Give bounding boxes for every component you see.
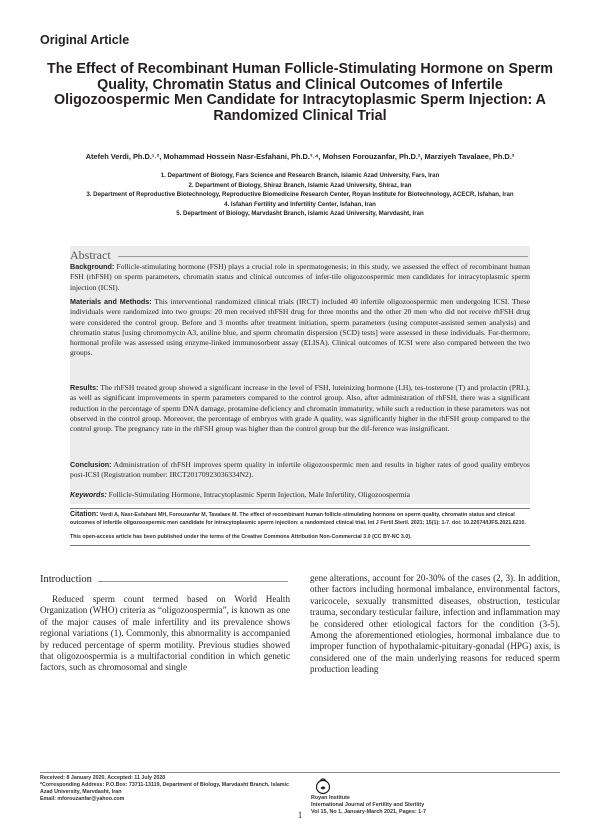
- license-note: This open-access article has been published under the terms of the Creative Commons Attribution Non-Commercial 3.0 (CC BY-NC 3.0).: [70, 534, 412, 540]
- abstract-divider: [118, 256, 528, 257]
- abstract-heading: Abstract: [70, 248, 111, 262]
- royan-logo-icon: [312, 776, 334, 796]
- section-heading-introduction: Introduction: [40, 574, 92, 585]
- methods-text: This interventional randomized clinical trials (IRCT) included 40 infertile oligozoospermic men undergoing ICSI. These individuals were randomized into two groups: 20 men received rhFSH drug for three months and the other 20 men who did not receive rhFSH drug were considered the control group. Before and 3 months after treatment initiation, sperm parameters (using computer-assisted semen analysis) and chromatin status [using chromomycin A3, aniline blue, and sperm chromatin dispersion (SCD) tests] were assessed in these individuals. Fur-thermore, hormonal profile was assessed using enzyme-linked immunosorbent assay (ELISA). Clinical outcomes of ICSI were also compared between the two groups.: [70, 297, 530, 358]
- journal-name: International Journal of Fertility and Sterility: [311, 802, 425, 809]
- background-text: Follicle-stimulating hormone (FSH) plays a crucial role in spermatogenesis; in this study, we assessed the effect of recombinant human FSH (rhFSH) on sperm parameters, chromatin status and clinical outcomes of infer-tile oligozoospermic men candidates for intracytoplasmic sperm injection (ICSI).: [70, 262, 531, 292]
- citation-text: Verdi A, Nasr-Esfahani MH, Forouzanfar M, Tavalaee M. The effect of recombinant human follicle-stimulating hormone on sperm quality, chromatin status and clinical outcomes of infertile oligozoospermic men candidate for intracytoplasmic sperm injection: a randomized clinical trial. Int J Fertil Steril. 2021; 15(1): 1-7. doi: 10.22074/IJFS.2021.6210.: [70, 512, 526, 526]
- received-dates: Received: 8 January 2020, Accepted: 11 July 2020: [40, 775, 166, 781]
- email: Email: mforouzanfar@yahoo.com: [40, 796, 125, 803]
- abstract-methods: [70, 297, 530, 359]
- results-text: The rhFSH treated group showed a significant increase in the level of FSH, luteinizing hormone (LH), tes-tosterone (T) and prolactin (PRL), as well as significant improvements in sperm parameters compared to the control group. Also, after administration of rhFSH, there was a significant reduction in the percentage of sperm DNA damage, protamine deficiency and chromatin immaturity, while such a reduction in these parameters was not observed in the control group. Moreover, the percentage of embryos with grade A quality, was significantly higher in the rhFSH group compared to the control group. The pregnancy rate in the rhFSH group was higher than the control group but the dif-ference was insignificant.: [70, 383, 530, 434]
- background-label: Background:: [70, 262, 115, 271]
- affiliation-item: 4. Isfahan Fertility and Infertility Center, Isfahan, Iran: [224, 200, 376, 208]
- abstract-keywords: [70, 490, 530, 500]
- affiliation-item: 1. Department of Biology, Fars Science and Research Branch, Islamic Azad University, Fars, Iran: [160, 172, 440, 179]
- footer-divider: [40, 772, 560, 773]
- abstract-background: [70, 262, 530, 293]
- page-number: 1: [297, 810, 303, 820]
- citation: [70, 511, 530, 527]
- institute-name: Royan Institute: [311, 795, 350, 801]
- affiliation-item: 2. Department of Biology, Shiraz Branch, Islamic Azad University, Shiraz, Iran: [188, 181, 412, 189]
- abstract-conclusion: [70, 460, 530, 481]
- authors: Atefeh Verdi, Ph.D.¹˒², Mohammad Hossein Nasr-Esfahani, Ph.D.³˒⁴, Mohsen Forouzanfar, Ph.D.², Marziyeh Tavalaee, Ph.D.³: [85, 152, 515, 161]
- intro-right-column: gene alterations, account for 20-30% of the cases (2, 3). In addition, other factors including hormonal imbalance, environmental factors, varicocele, sexually transmitted diseases, obstruction, testicular trauma, secondary testicular failure, infection and inflammation may be considered other etiological factors for the condition (3-5). Among the aforementioned etiologies, hormonal imbalance due to improper function of hypothalamic-pituitary-gonadal (HPG) axis, is considered one of the main underlying reasons for reduced sperm production leading: [310, 573, 560, 675]
- citation-top-divider: [70, 508, 530, 509]
- keywords-text: Follicle-Stimulating Hormone, Intracytoplasmic Sperm Injection, Male Infertility, Oligozoospermia: [108, 490, 410, 499]
- citation-label: Citation:: [70, 511, 99, 518]
- conclusion-label: Conclusion:: [70, 460, 112, 469]
- keywords-label: Keywords:: [70, 490, 107, 499]
- footer-correspondence: [40, 775, 300, 803]
- volume-info: Vol 15, No 1, January-March 2021, Pages: 1-7: [311, 809, 426, 816]
- corresponding-address: *Corresponding Address: P.O.Box: 73711-13119, Department of Biology, Marvdasht Branch, Islamic Azad University, Marvdasht, Iran: [40, 782, 289, 796]
- page-title: The Effect of Recombinant Human Follicle-Stimulating Hormone on Sperm Quality, Chromatin Status and Clinical Outcomes of Infertile Oligozoospermic Men Candidate for Intracytoplasmic Sperm Injection: A Randomized Clinical Trial: [47, 61, 553, 124]
- affiliation-item: 5. Department of Biology, Marvdasht Branch, Islamic Azad University, Marvdasht, Iran: [176, 210, 424, 218]
- results-label: Results:: [70, 383, 99, 392]
- article-type: Original Article: [40, 33, 130, 47]
- citation-bottom-divider: [70, 545, 530, 546]
- methods-label: Materials and Methods:: [70, 297, 152, 306]
- intro-left-column: Reduced sperm count termed based on World Health Organization (WHO) criteria as “oligozoospermia”, is known as one of the major causes of male infertility and its prevalence shows regional variations (1). Commonly, this abnormality is accompanied by reduced percentage of sperm motility. Previous studies showed that oligozoospermia is a multifactorial condition in which genetic factors, such as chromosomal and single: [40, 594, 290, 673]
- affiliations: [30, 171, 570, 219]
- abstract-results: [70, 383, 530, 434]
- affiliation-item: 3. Department of Reproductive Biotechnology, Reproductive Biomedicine Research Center, Royan Institute for Biotechnology, ACECR, Isfahan, Iran: [86, 191, 514, 199]
- conclusion-text: Administration of rhFSH improves sperm quality in infertile oligozoospermic men and results in higher rates of good quality embryos post-ICSI (Registration number: IRCT20170923036334N2).: [70, 460, 530, 480]
- intro-divider: [98, 581, 288, 582]
